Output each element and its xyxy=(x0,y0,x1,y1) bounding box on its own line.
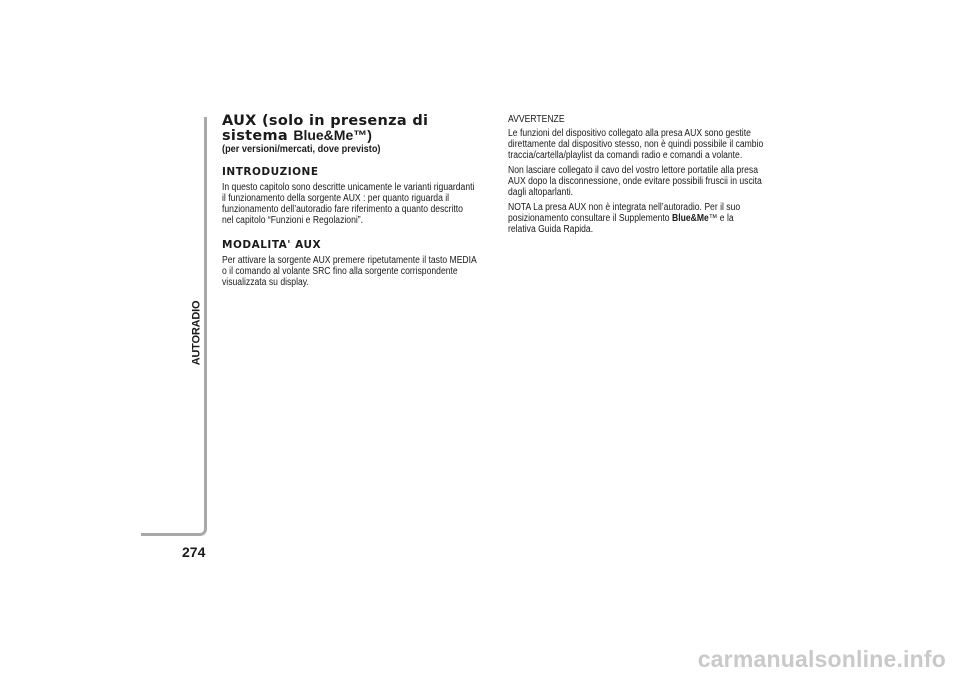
subtitle: (per versioni/mercati, dove previsto) xyxy=(222,144,381,155)
note-line-prefix: posizionamento consultare il Supplemento xyxy=(508,213,672,224)
section-label xyxy=(187,293,205,373)
note-line: NOTA La presa AUX non è integrata nell’autoradio. Per il suo xyxy=(508,202,741,213)
intro-line: il funzionamento della sorgente AUX : per quanto riguarda il xyxy=(222,193,450,204)
main-title-brand: Blue&Me™) xyxy=(293,127,372,143)
page-number: 274 xyxy=(182,544,206,560)
mode-paragraph xyxy=(222,255,494,288)
left-column xyxy=(222,114,494,292)
note-paragraph xyxy=(508,202,788,235)
warning-line: direttamente dal dispositivo stesso, non è quindi possibile il cambio xyxy=(508,139,764,150)
main-title xyxy=(222,114,494,143)
warning-line: Non lasciare collegato il cavo del vostro lettore portatile alla presa xyxy=(508,165,759,176)
note-line: relativa Guida Rapida. xyxy=(508,224,594,235)
main-title-line1: AUX (solo in presenza di xyxy=(222,113,429,129)
intro-paragraph xyxy=(222,182,494,226)
warning-paragraph-1 xyxy=(508,128,788,161)
intro-line: funzionamento dell’autoradio fare riferimento a quanto descritto xyxy=(222,204,463,215)
right-column xyxy=(508,114,788,239)
note-line-suffix: ™ e la xyxy=(708,213,734,224)
warning-line: dagli altoparlanti. xyxy=(508,187,574,198)
intro-line: nel capitolo “Funzioni e Regolazioni”. xyxy=(222,215,364,226)
warning-line: traccia/cartella/playlist da comandi radio e comandi a volante. xyxy=(508,150,743,161)
mode-line: Per attivare la sorgente AUX premere ripetutamente il tasto MEDIA xyxy=(222,255,477,266)
mode-heading: MODALITA' AUX xyxy=(222,239,322,251)
intro-heading: INTRODUZIONE xyxy=(222,166,319,178)
warning-line: Le funzioni del dispositivo collegato alla presa AUX sono gestite xyxy=(508,128,751,139)
main-title-line2-prefix: sistema xyxy=(222,128,294,144)
mode-line: visualizzata su display. xyxy=(222,277,309,288)
warning-paragraph-2 xyxy=(508,165,788,198)
section-label-text: AUTORADIO xyxy=(190,300,203,366)
warning-line: AUX dopo la disconnessione, onde evitare possibili fruscii in uscita xyxy=(508,176,762,187)
mode-line: o il comando al volante SRC fino alla sorgente corrispondente xyxy=(222,266,458,277)
note-brand: Blue&Me xyxy=(671,213,709,224)
warning-label: AVVERTENZE xyxy=(508,114,565,125)
watermark-text: carmanualsonline.info xyxy=(697,646,946,672)
intro-line: In questo capitolo sono descritte unicamente le varianti riguardanti xyxy=(222,182,475,193)
